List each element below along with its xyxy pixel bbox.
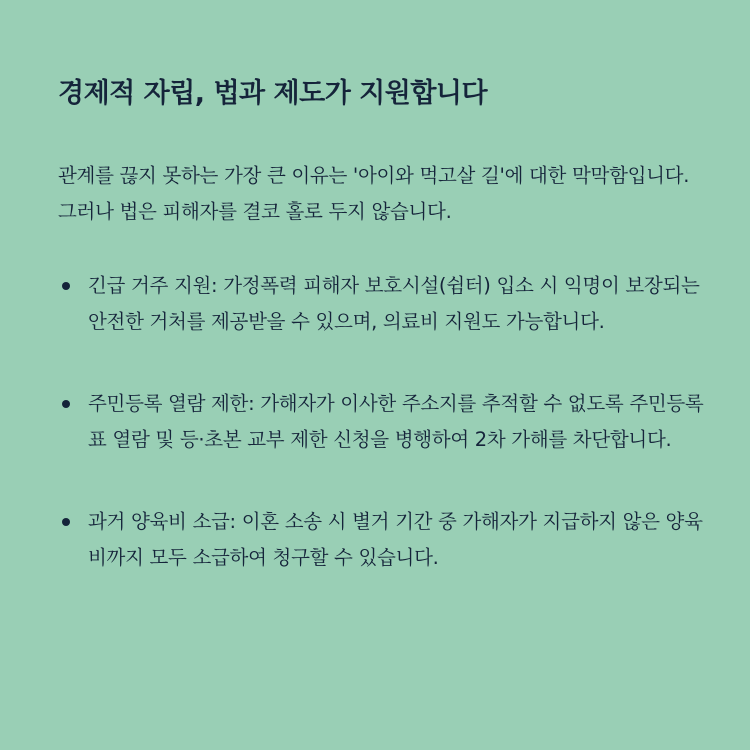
- bullet-icon: [62, 282, 70, 290]
- bullet-icon: [62, 518, 70, 526]
- intro-paragraph: 관계를 끊지 못하는 가장 큰 이유는 '아이와 먹고살 길'에 대한 막막함입니다. 그러나 법은 피해자를 결코 홀로 두지 않습니다.: [58, 164, 690, 223]
- list-item-resident-registration: [58, 386, 708, 458]
- list-item-text: 주민등록 열람 제한: 가해자가 이사한 주소지를 추적할 수 없도록 주민등록표 열람 및 등·초본 교부 제한 신청을 병행하여 2차 가해를 차단합니다.: [88, 392, 704, 451]
- content-card: [58, 74, 708, 576]
- list-item-child-support: [58, 504, 708, 576]
- list-item-text: 긴급 거주 지원: 가정폭력 피해자 보호시설(쉼터) 입소 시 익명이 보장되는 안전한 거처를 제공받을 수 있으며, 의료비 지원도 가능합니다.: [88, 274, 700, 333]
- list-item-housing: [58, 268, 708, 340]
- bullet-icon: [62, 400, 70, 408]
- list-item-text: 과거 양육비 소급: 이혼 소송 시 별거 기간 중 가해자가 지급하지 않은 양육비까지 모두 소급하여 청구할 수 있습니다.: [88, 510, 703, 569]
- support-list: [58, 268, 708, 576]
- page-title: 경제적 자립, 법과 제도가 지원합니다: [58, 78, 488, 109]
